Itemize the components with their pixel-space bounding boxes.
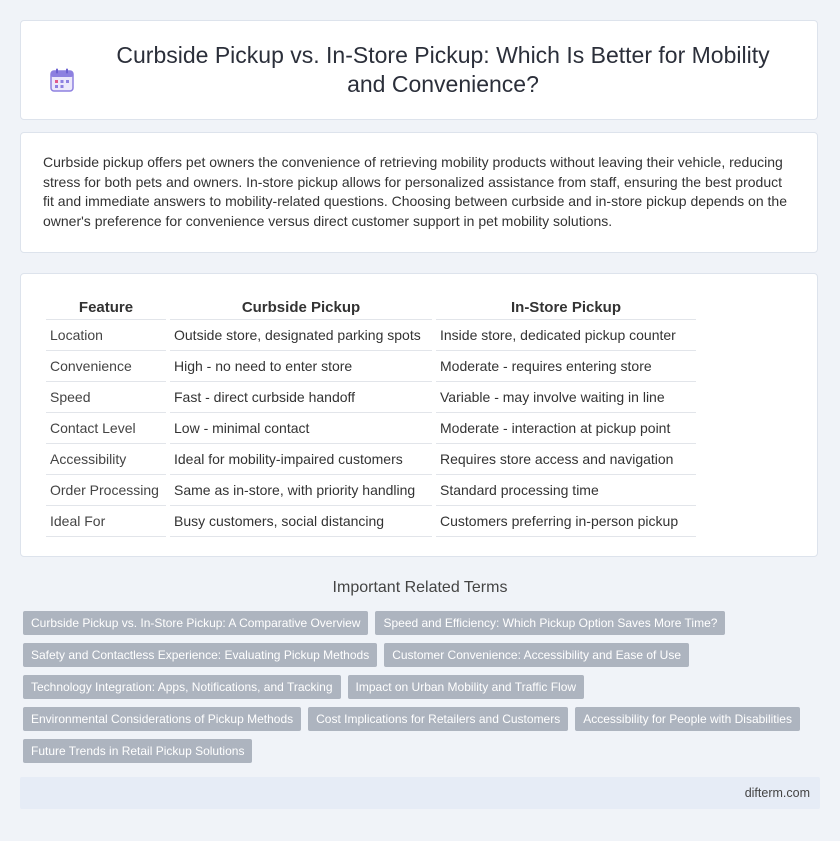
table-row [46, 444, 696, 475]
cell-instore: Customers preferring in-person pickup [436, 506, 696, 537]
related-term-tag[interactable]: Safety and Contactless Experience: Evaluating Pickup Methods [23, 643, 377, 667]
comparison-table [42, 296, 700, 537]
related-term-tag[interactable]: Curbside Pickup vs. In-Store Pickup: A Comparative Overview [23, 611, 368, 635]
cell-feature: Order Processing [46, 475, 166, 506]
cell-instore: Moderate - interaction at pickup point [436, 413, 696, 444]
table-row [46, 351, 696, 382]
table-row [46, 475, 696, 506]
cell-curbside: High - no need to enter store [170, 351, 432, 382]
table-body [46, 320, 696, 537]
cell-curbside: Outside store, designated parking spots [170, 320, 432, 351]
table-row [46, 413, 696, 444]
cell-instore: Variable - may involve waiting in line [436, 382, 696, 413]
footer [20, 777, 820, 809]
cell-instore: Moderate - requires entering store [436, 351, 696, 382]
footer-site-link[interactable]: difterm.com [744, 786, 810, 800]
column-header-curbside: Curbside Pickup [170, 296, 432, 320]
cell-instore: Requires store access and navigation [436, 444, 696, 475]
related-term-tag[interactable]: Speed and Efficiency: Which Pickup Option Saves More Time? [375, 611, 725, 635]
related-term-tag[interactable]: Accessibility for People with Disabilities [575, 707, 800, 731]
table-row [46, 506, 696, 537]
calendar-icon [49, 67, 75, 93]
table-header-row [46, 296, 696, 320]
related-term-tag[interactable]: Environmental Considerations of Pickup Methods [23, 707, 301, 731]
cell-instore: Inside store, dedicated pickup counter [436, 320, 696, 351]
cell-instore: Standard processing time [436, 475, 696, 506]
table-row [46, 320, 696, 351]
table-row [46, 382, 696, 413]
cell-curbside: Same as in-store, with priority handling [170, 475, 432, 506]
cell-curbside: Fast - direct curbside handoff [170, 382, 432, 413]
related-term-tag[interactable]: Cost Implications for Retailers and Customers [308, 707, 568, 731]
cell-feature: Accessibility [46, 444, 166, 475]
related-term-tag[interactable]: Impact on Urban Mobility and Traffic Flow [348, 675, 585, 699]
intro-paragraph: Curbside pickup offers pet owners the convenience of retrieving mobility products without leaving their vehicle, reducing stress for both pets and owners. In-store pickup allows for personalized assistance from staff, ensuring the best product fit and immediate answers to mobility-related questions. Choosing between curbside and in-store pickup depends on the owner's preference for convenience versus direct customer support in pet mobility solutions. [43, 154, 787, 229]
cell-curbside: Ideal for mobility-impaired customers [170, 444, 432, 475]
intro-card [20, 132, 818, 253]
related-term-tag[interactable]: Future Trends in Retail Pickup Solutions [23, 739, 252, 763]
cell-curbside: Busy customers, social distancing [170, 506, 432, 537]
title-card [20, 20, 818, 120]
cell-feature: Convenience [46, 351, 166, 382]
column-header-instore: In-Store Pickup [436, 296, 696, 320]
cell-feature: Ideal For [46, 506, 166, 537]
column-header-feature: Feature [46, 296, 166, 320]
page-title: Curbside Pickup vs. In-Store Pickup: Which Is Better for Mobility and Convenience? [116, 42, 770, 97]
cell-curbside: Low - minimal contact [170, 413, 432, 444]
related-terms-title: Important Related Terms [332, 579, 508, 596]
related-terms-tags [23, 611, 823, 771]
cell-feature: Location [46, 320, 166, 351]
cell-feature: Contact Level [46, 413, 166, 444]
related-term-tag[interactable]: Customer Convenience: Accessibility and Ease of Use [384, 643, 689, 667]
related-term-tag[interactable]: Technology Integration: Apps, Notifications, and Tracking [23, 675, 341, 699]
cell-feature: Speed [46, 382, 166, 413]
comparison-table-card [20, 273, 818, 557]
title-wrap [49, 41, 789, 99]
